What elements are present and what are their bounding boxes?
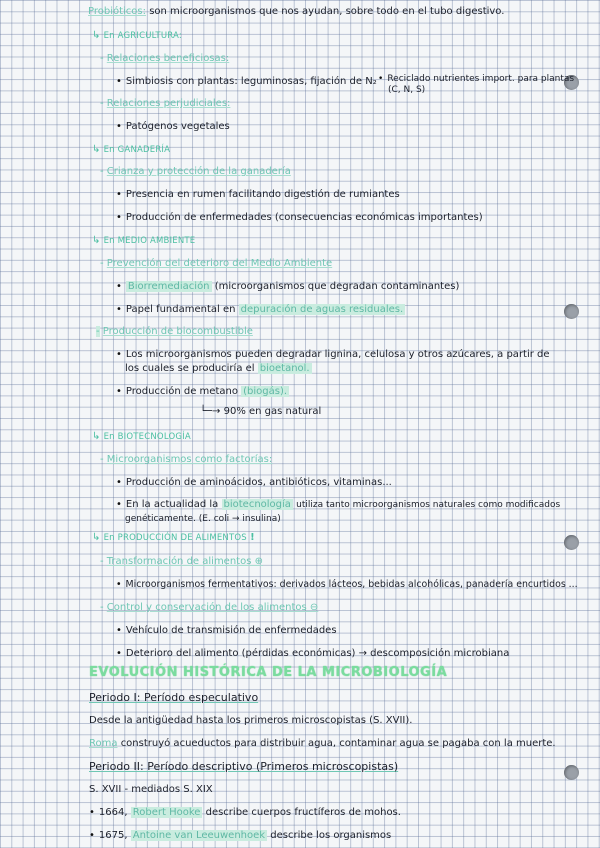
p1664-line [89,806,401,819]
presencia-text: Presencia en rumen facilitando digestión de rumiantes [125,189,400,200]
metano-line [116,385,289,398]
benef-label: Relaciones beneficiosas: [106,53,230,64]
bullet-icon: • [116,477,122,488]
crianza-line: - Crianza y protección de la ganadería [100,166,291,177]
p1675-text: describe los organismos [270,830,392,841]
bullet-icon: • [116,386,122,397]
curved-arrow-icon: └─→ [200,406,221,417]
aminoacidos-line [116,476,392,489]
sxvii-line [89,783,213,796]
bullet-icon: • [116,76,122,87]
biotecnologia-term: biotecnología [223,499,291,510]
gas-natural-line [200,405,321,418]
crianza-label: Crianza y protección de la ganadería [106,166,291,177]
patogenos-line [116,120,230,133]
probioticos-text: son microorganismos que nos ayudan, sobre todo en el tubo digestivo. [149,6,505,17]
benef-line: - Relaciones beneficiosas: [100,53,230,64]
arrow-icon: ↳ [92,144,101,155]
actualidad-text-3: genéticamente. (E. coli → insulina) [125,514,281,524]
actualidad-line [116,498,560,526]
deterioro-alim-line [116,647,509,660]
reciclado-elements: (C, N, S) [388,85,426,95]
probioticos-term: Probióticos: [88,6,147,17]
bullet-icon: • [116,121,122,132]
bioetanol-term: bioetanol. [259,363,310,374]
arrow-icon: ↳ [92,30,101,41]
fermentativos-text: Microorganismos fermentativos: derivados lácteos, bebidas alcohólicas, panadería encurtidos ... [125,579,578,590]
reciclado-text: Reciclado nutrientes import. para plantas [387,74,575,84]
prevencion-line: - Prevención del deterioro del Medio Ambiente [100,258,333,269]
actualidad-text-2: utiliza tanto microorganismos naturales como modificados [296,500,561,510]
bullet-icon: • [116,349,122,360]
bullet-icon: • [89,830,95,841]
roma-text: construyó acueductos para distribuir agua, contaminar agua se pagaba con la muerte. [120,738,556,749]
biocomb-line: - Producción de biocombustible [96,326,253,337]
section-title: En BIOTECNOLOGÍA [103,432,191,442]
probioticos-line [88,5,504,18]
arrow-icon: ↳ [92,235,101,246]
control-line: - Control y conservación de los alimentos ⊖ [100,602,319,613]
section-title: En GANADERÍA [103,145,171,155]
control-label: Control y conservación de los alimentos ⊖ [106,602,319,613]
roma-term: Roma [89,738,118,749]
lignina-line [116,348,550,376]
arrow-icon: ↳ [92,431,101,442]
arrow-icon: ↳ [92,532,101,543]
periodo1-title: Periodo I: Período especulativo [89,691,259,704]
bullet-icon: • [116,579,122,590]
p1675-year: 1675, [98,830,128,841]
vehiculo-text: Vehículo de transmisión de enfermedades [125,625,337,636]
biocomb-label: Producción de biocombustible [102,326,253,337]
periodo2-heading [89,760,398,773]
transformacion-label: Transformación de alimentos ⊕ [106,556,263,567]
section-title: En AGRICULTURA: [103,31,182,41]
antiguedad-line [89,714,412,727]
biorem-term: Biorremediación [127,281,210,292]
patogenos-text: Patógenos vegetales [125,121,230,132]
lignina-text-2: los cuales se produciría el [125,363,255,374]
exclamation-mark: ! [250,532,255,543]
bullet-icon: • [89,807,95,818]
biogas-term: (biogás). [243,386,288,397]
hooke-term: Robert Hooke [132,807,201,818]
bullet-icon: • [116,189,122,200]
leeuwenhoek-term: Antoine van Leeuwenhoek [132,830,266,841]
metano-text: Producción de metano [125,386,238,397]
section-title: En MEDIO AMBIENTE [103,236,196,246]
fermentativos-line [116,578,578,591]
gas-natural-text: 90% en gas natural [223,406,322,417]
transformacion-line: - Transformación de alimentos ⊕ [100,556,263,567]
presencia-line [116,188,400,201]
biorem-line [116,280,459,293]
alimentos-heading [92,531,255,545]
bullet-icon: • [116,648,122,659]
reciclado-line [378,74,574,96]
antiguedad-text: Desde la antigüedad hasta los primeros microscopistas (S. XVII). [89,715,413,726]
lignina-text: Los microorganismos pueden degradar lignina, celulosa y otros azúcares, a partir de [125,349,550,360]
roma-line [89,737,556,750]
biorem-text: (microorganismos que degradan contaminantes) [214,281,460,292]
depuracion-term: depuración de aguas residuales. [240,304,404,315]
p1675-line [89,829,391,842]
binder-hole [564,765,579,780]
sxvii-text: S. XVII - mediados S. XIX [89,784,213,795]
periodo2-title: Periodo II: Período descriptivo (Primeros microscopistas) [89,760,399,773]
bullet-icon: • [116,499,122,510]
perjud-label: Relaciones perjudiciales: [106,98,231,109]
actualidad-text: En la actualidad la [125,499,219,510]
deterioro-alim-text: Deterioro del alimento (pérdidas económicas) → descomposición microbiana [125,648,510,659]
aminoacidos-text: Producción de aminoácidos, antibióticos, vitaminas... [125,477,392,488]
medio-ambiente-heading [92,234,195,248]
prevencion-label: Prevención del deterioro del Medio Ambiente [106,258,333,269]
factorias-line: - Microorganismos como factorías: [100,454,273,465]
ganaderia-heading [92,143,170,157]
agricultura-heading [92,29,182,43]
bullet-icon: • [116,281,122,292]
papel-text: Papel fundamental en [125,304,236,315]
produccion-enf-line [116,211,483,224]
perjud-line: - Relaciones perjudiciales: [100,98,231,109]
binder-hole [564,304,579,319]
vehiculo-line [116,624,337,637]
biotecnologia-heading [92,430,191,444]
periodo1-heading [89,691,258,704]
binder-hole [564,535,579,550]
bullet-icon: • [378,74,384,84]
bullet-icon: • [116,212,122,223]
bullet-icon: • [116,304,122,315]
bullet-icon: • [116,625,122,636]
papel-line [116,303,405,316]
page-title: EVOLUCIÓN HISTÓRICA DE LA MICROBIOLOGÍA [89,665,448,680]
simbiosis-text: Simbiosis con plantas: leguminosas, fijación de N₂ [125,76,377,87]
simbiosis-line [116,75,377,88]
produccion-enf-text: Producción de enfermedades (consecuencias económicas importantes) [125,212,483,223]
p1664-year: 1664, [98,807,128,818]
p1664-text: describe cuerpos fructíferos de mohos. [205,807,401,818]
factorias-label: Microorganismos como factorías: [106,454,273,465]
section-title: En PRODUCCIÓN DE ALIMENTOS [103,533,247,543]
